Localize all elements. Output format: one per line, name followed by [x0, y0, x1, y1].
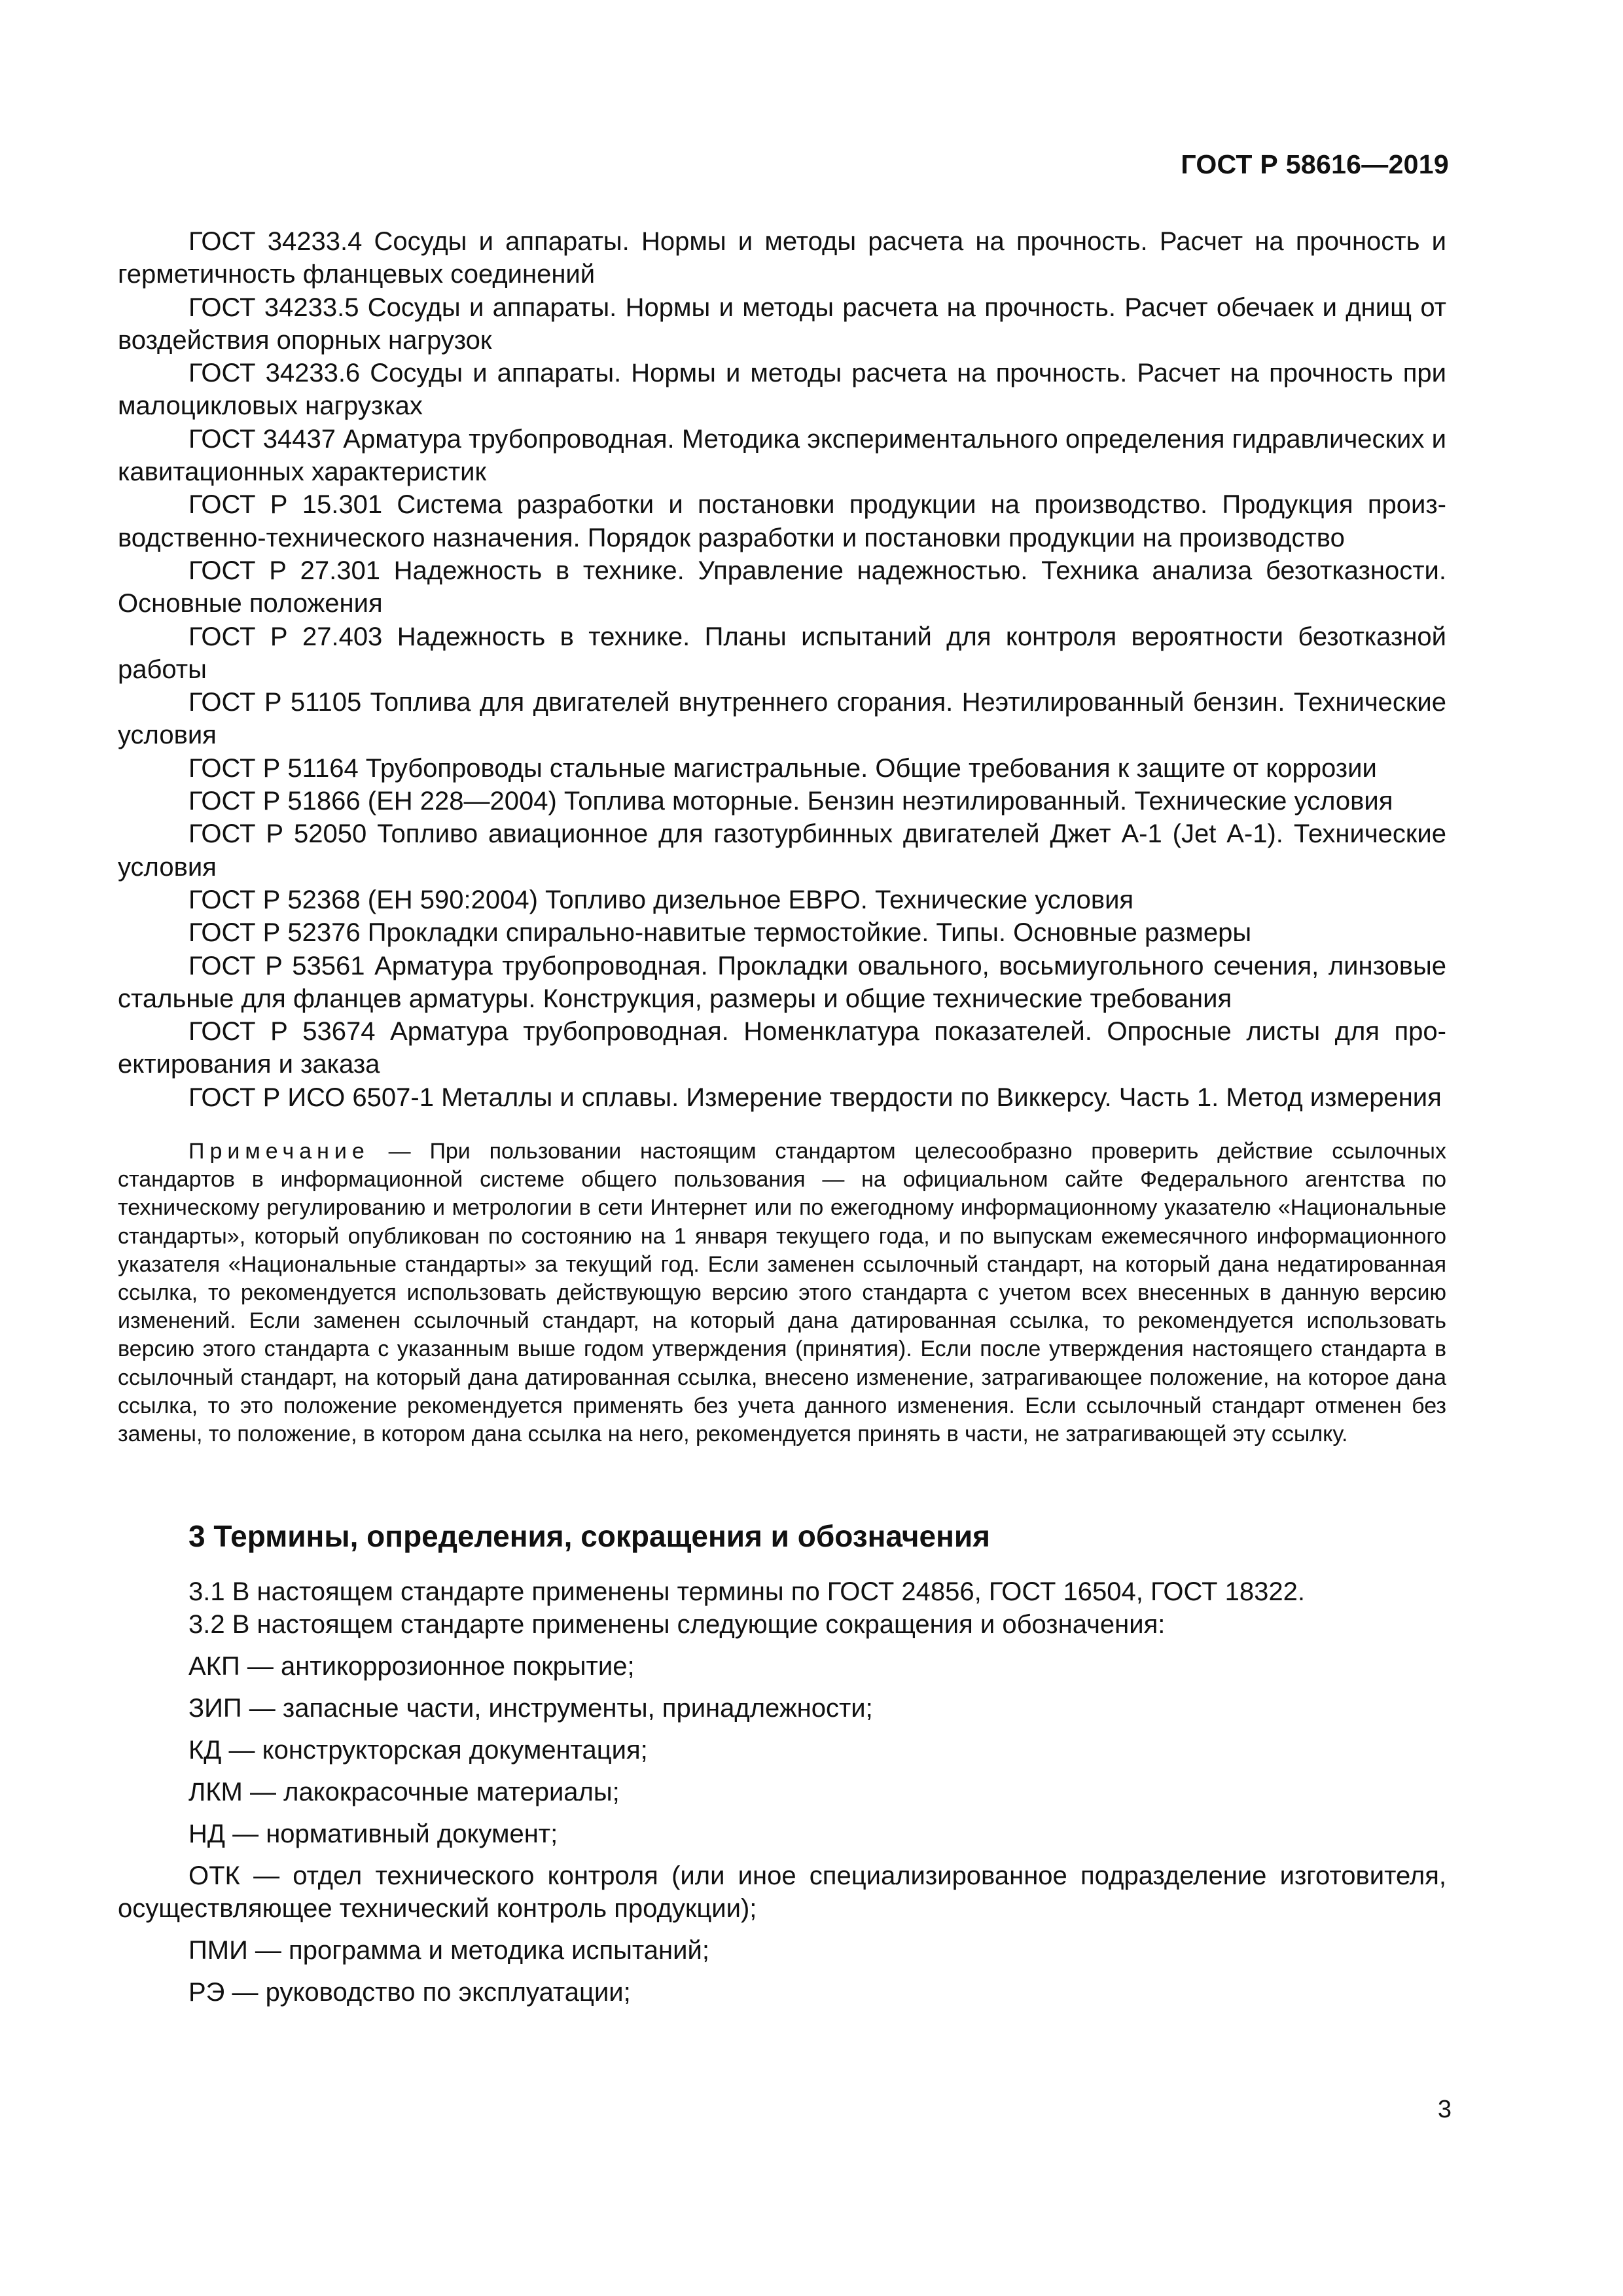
- reference-item: ГОСТ Р 51164 Трубопроводы стальные магистральные. Общие требования к защите от коррозии: [188, 753, 1377, 783]
- reference-item: ГОСТ Р 52376 Прокладки спирально-навитые термостойкие. Типы. Основные размеры: [188, 918, 1252, 948]
- abbreviation-item: АКП — антикоррозионное покрытие;: [188, 1652, 635, 1681]
- reference-item: ГОСТ Р 51866 (ЕН 228—2004) Топлива моторные. Бензин неэтилированный. Технические условия: [188, 787, 1393, 816]
- reference-item: ГОСТ Р 52368 (ЕН 590:2004) Топливо дизельное ЕВРО. Технические условия: [188, 885, 1134, 914]
- abbreviations-list: [118, 1650, 1446, 2009]
- reference-item: ГОСТ 34233.4 Сосуды и аппараты. Нормы и методы расчета на прочность. Расчет на прочность и герметичность фланцевых соединений: [118, 227, 1446, 289]
- section-paragraph-terms: 3.1 В настоящем стандарте применены термины по ГОСТ 24856, ГОСТ 16504, ГОСТ 18322.: [188, 1577, 1305, 1607]
- reference-item: ГОСТ 34233.6 Сосуды и аппараты. Нормы и методы расчета на прочность. Расчет на прочность при малоцикловых нагрузках: [118, 359, 1446, 421]
- abbreviation-item: РЭ — руководство по эксплуатации;: [188, 1978, 631, 2007]
- reference-item: ГОСТ Р 27.301 Надежность в технике. Управление надежностью. Техника анализа безотказности. Основные положения: [118, 556, 1446, 619]
- page-number: 3: [1437, 2096, 1452, 2123]
- reference-item: ГОСТ 34233.5 Сосуды и аппараты. Нормы и методы расчета на прочность. Расчет обечаек и днищ от воздействия опорных нагрузок: [118, 293, 1446, 355]
- reference-item: ГОСТ Р 53674 Арматура трубопроводная. Номенклатура показателей. Опросные листы для проектирования и заказа: [118, 1017, 1446, 1079]
- abbreviation-item: ЛКМ — лакокрасочные материалы;: [188, 1778, 620, 1807]
- document-body: [118, 225, 1446, 2009]
- abbreviation-item: НД — нормативный документ;: [188, 1820, 558, 1849]
- abbreviation-item: ПМИ — программа и методика испытаний;: [188, 1936, 709, 1965]
- abbreviation-item: ОТК — отдел технического контроля (или иное специализированное подразделение изготовителя, осуществляющее технический контроль продукции);: [118, 1861, 1446, 1924]
- note-label: Примечание: [188, 1139, 370, 1164]
- reference-note: [118, 1138, 1446, 1448]
- reference-item: ГОСТ 34437 Арматура трубопроводная. Методика экспериментального определения гидравлических и кавитационных характеристик: [118, 424, 1446, 487]
- section-title: 3 Термины, определения, сокращения и обозначения: [188, 1519, 990, 1554]
- reference-item: ГОСТ Р 51105 Топлива для двигателей внутреннего сгорания. Неэтилированный бензин. Технические условия: [118, 688, 1446, 750]
- abbreviation-item: КД — конструкторская документация;: [188, 1736, 648, 1765]
- references-list: [118, 225, 1446, 1114]
- abbreviation-item: ЗИП — запасные части, инструменты, принадлежности;: [188, 1694, 873, 1723]
- reference-item: ГОСТ Р ИСО 6507-1 Металлы и сплавы. Измерение твердости по Виккерсу. Часть 1. Метод измерения: [188, 1083, 1442, 1112]
- section-paragraph-abbreviations-intro: 3.2 В настоящем стандарте применены следующие сокращения и обозначения:: [188, 1610, 1166, 1640]
- reference-item: ГОСТ Р 53561 Арматура трубопроводная. Прокладки овального, восьмиугольного сечения, линзовые стальные для фланцев арматуры. Конструкция, размеры и общие технические требования: [118, 951, 1446, 1013]
- reference-item: ГОСТ Р 15.301 Система разработки и постановки продукции на производство. Продукция производственно-технического назначения. Порядок разработки и постановки продукции на производство: [118, 490, 1446, 552]
- reference-item: ГОСТ Р 27.403 Надежность в технике. Планы испытаний для контроля вероятности безотказной работы: [118, 622, 1446, 684]
- note-text: — При пользовании настоящим стандартом целесообразно проверить действие ссылочных стандартов в информационной системе общего пользования — на официальном сайте Федерального агентства по техническому регулированию и метрологии в сети Интернет или по ежегодному информационному указателю «Национальные стандарты», который опубликован по состоянию на 1 января текущего года, и по выпускам ежемесячного информационного указателя «Национальные стандарты» за текущий год. Если заменен ссылочный стандарт, на который дана недатированная ссылка, то рекомендуется использовать действующую версию этого стандарта с учетом всех внесенных в данную версию изменений. Если заменен ссылочный стандарт, на который дана датированная ссылка, то рекомендуется использовать версию этого стандарта с указанным выше годом утверждения (принятия). Если после утверждения настоящего стандарта в ссылочный стандарт, на который дана датированная ссылка, внесено изменение, затрагивающее положение, на которое дана ссылка, то это положение рекомендуется применять без учета данного изменения. Если ссылочный стандарт отменен без замены, то положение, в котором дана ссылка на него, рекомендуется принять в части, не затрагивающей эту ссылку.: [118, 1139, 1446, 1447]
- reference-item: ГОСТ Р 52050 Топливо авиационное для газотурбинных двигателей Джет А-1 (Jet А-1). Технические условия: [118, 819, 1446, 882]
- standard-id-header: ГОСТ Р 58616—2019: [1181, 149, 1449, 179]
